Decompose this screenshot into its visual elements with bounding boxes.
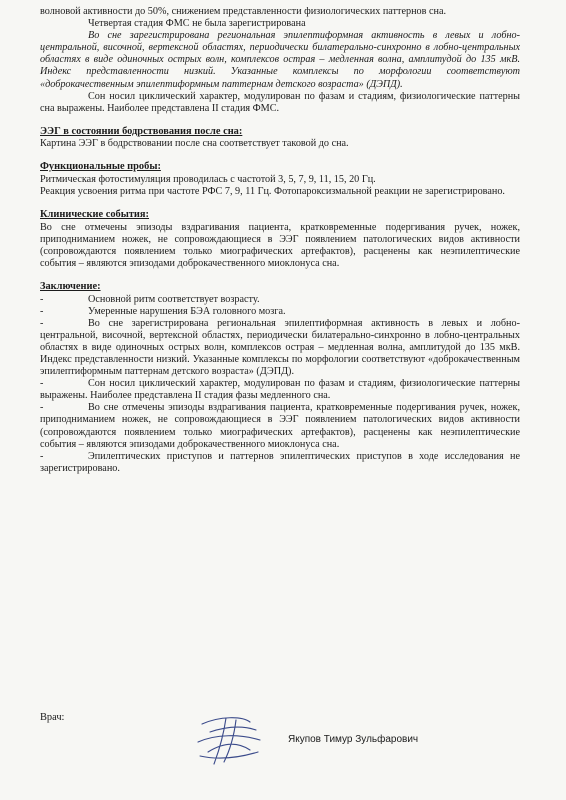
conclusion-item (40, 378, 520, 402)
list-bullet: - (40, 378, 44, 390)
intro-line: волновой активности до 50%, снижением представленности физиологических паттернов сна. (40, 6, 447, 17)
photostim-line: Ритмическая фотостимуляция проводилась с частотой 3, 5, 7, 9, 11, 15, 20 Гц. (40, 173, 376, 185)
list-bullet: - (40, 305, 44, 317)
doctor-name: Якупов Тимур Зульфарович (288, 734, 419, 745)
list-bullet: - (40, 450, 44, 462)
conclusion-item-text: Умеренные нарушения БЭА головного мозга. (88, 305, 286, 317)
awake-text: Картина ЭЭГ в бодрствовании после сна соответствует таковой до сна. (40, 138, 349, 150)
stage4-note: Четвертая стадия ФМС не была зарегистрирована (88, 18, 306, 30)
conclusion-heading: Заключение: (40, 281, 101, 292)
conclusion-item (40, 306, 520, 318)
awake-heading: ЭЭГ в состоянии бодрствования после сна: (40, 125, 243, 137)
conclusion-item (40, 294, 520, 306)
conclusion-item-text: Сон носил циклический характер, модулирован по фазам и стадиям, физиологические паттерны выражены. Наиболее представлена II стадия фазы медленного сна. (40, 378, 520, 402)
sleep-cycle-finding: Сон носил циклический характер, модулирован по фазам и стадиям, физиологические паттерны сна выражены. Наиболее представлена II стадия ФМС. (40, 90, 520, 114)
report-body (40, 6, 520, 475)
conclusion-item (40, 402, 520, 450)
list-bullet: - (40, 317, 44, 329)
conclusion-item-text: Во сне зарегистрирована региональная эпилептиформная активность в левых и лобно-центральной, височной, вертексной областях, периодически билатерально-синхронно в лобно-центральных областях в виде одиночных острых волн, комплексов острая – медленная волна, амплитудой до 135 мкВ. Индекс представленности низкий. Указанные комплексы по морфологии соответствуют «доброкачественным эпилептиформным паттернам детского возраста» (ДЭПД). (40, 317, 520, 378)
photostim-result: Реакция усвоения ритма при частоте РФС 7, 9, 11 Гц. Фотопароксизмальной реакции не зарегистрировано. (40, 186, 505, 198)
list-bullet: - (40, 402, 44, 414)
conclusion-item-text: Эпилептических приступов и паттернов эпилептических приступов в ходе исследования не зарегистрировано. (40, 450, 520, 474)
list-bullet: - (40, 293, 44, 305)
conclusion-item-text: Основной ритм соответствует возрасту. (88, 293, 260, 305)
handwritten-signature (180, 712, 280, 767)
conclusion-item-text: Во сне отмечены эпизоды вздрагивания пациента, кратковременные подергивания ручек, ножек, приподниманием ножек, не сопровождающиеся в ЭЭГ появлением патологических видов активности (сопровождаются появлением только миографических артефактов), расценены как неэпилептические события – являются эпизодами доброкачественного миоклонуса сна. (40, 402, 520, 450)
clinical-heading: Клинические события: (40, 209, 150, 221)
sleep-epileptiform-finding: Во сне зарегистрирована региональная эпилептиформная активность в левых и лобно-центральной, височной, вертексной областях, периодически билатерально-синхронно в лобно-центральных областях в виде одиночных острых волн, комплексов острая – медленная волна, амплитудой до 135 мкВ. Индекс представленности низкий. Указанные комплексы по морфологии соответствуют «доброкачественным эпилептиформным паттернам детского возраста» (ДЭПД). (40, 30, 520, 90)
doctor-label: Врач: (40, 712, 65, 723)
conclusion-item (40, 318, 520, 378)
clinical-text: Во сне отмечены эпизоды вздрагивания пациента, кратковременные подергивания ручек, ножек, приподниманием ножек, не сопровождающиеся в ЭЭГ появлением патологических видов активности (сопровождаются появлением только миографических артефактов), расценены как неэпилептические события – являются эпизодами доброкачественного миоклонуса сна. (40, 221, 520, 269)
conclusion-item (40, 451, 520, 475)
tests-heading: Функциональные пробы: (40, 161, 161, 173)
